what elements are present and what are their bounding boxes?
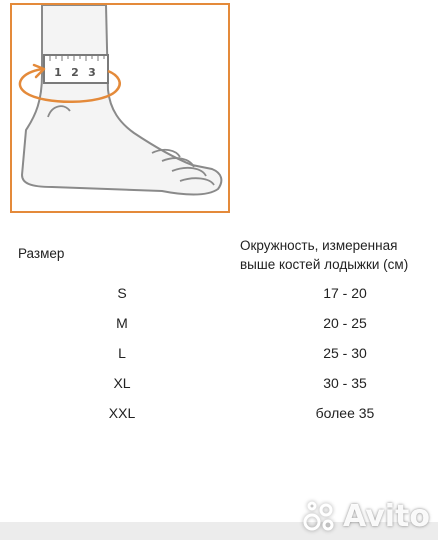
size-range: более 35	[315, 405, 375, 421]
size-label: M	[116, 315, 128, 331]
size-label: S	[117, 285, 127, 301]
tape-number: 2	[71, 66, 79, 79]
size-range: 17 - 20	[323, 285, 367, 301]
size-label: XXL	[108, 405, 136, 421]
avito-logo-icon	[303, 499, 337, 533]
avito-watermark-text: Avito	[343, 498, 430, 534]
size-row	[0, 343, 438, 363]
ankle-icon	[12, 5, 228, 211]
circumference-header-line1: Окружность, измеренная	[240, 238, 398, 253]
tape-number: 3	[88, 66, 96, 79]
circumference-column-header	[240, 236, 430, 274]
size-row	[0, 373, 438, 393]
tape-number: 1	[54, 66, 62, 79]
circumference-header-line2: выше костей лодыжки (см)	[240, 257, 409, 272]
size-row	[0, 313, 438, 333]
size-range: 30 - 35	[323, 375, 367, 391]
size-range: 25 - 30	[323, 345, 367, 361]
size-column-header: Размер	[18, 246, 65, 261]
size-row	[0, 403, 438, 423]
ankle-measurement-illustration	[10, 3, 230, 213]
size-label: XL	[113, 375, 131, 391]
size-row	[0, 283, 438, 303]
size-range: 20 - 25	[323, 315, 367, 331]
avito-watermark	[303, 496, 430, 536]
size-label: L	[118, 345, 126, 361]
